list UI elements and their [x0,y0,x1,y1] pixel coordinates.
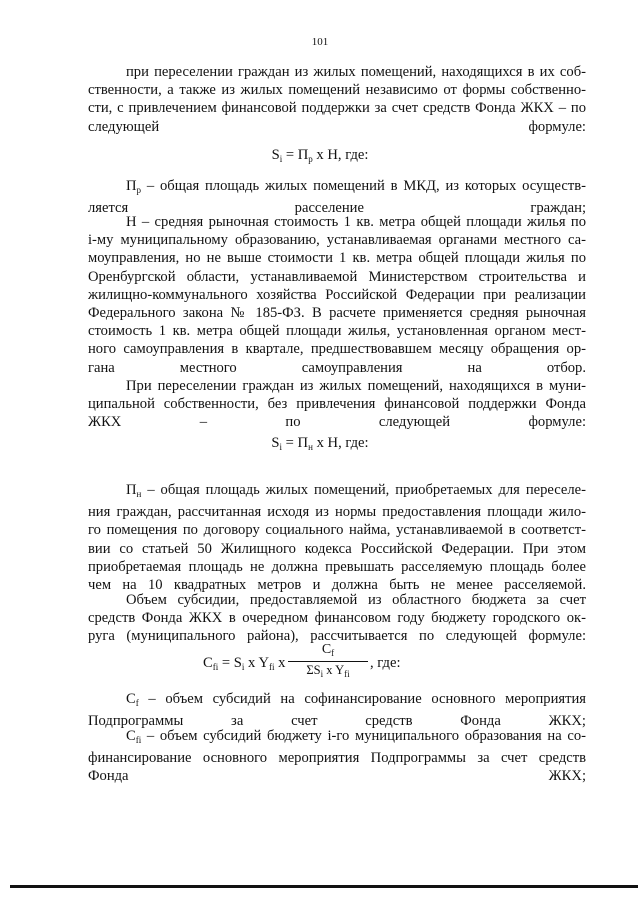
text-line: стоимость 1 кв. метра общей площади жилья, установленная органом мест- [88,323,586,340]
formula-text: x [274,655,286,671]
page-bottom-rule [10,885,638,888]
formula-si-own [0,147,640,164]
formula-subscript: f [135,698,139,708]
formula-text: x Y [323,663,345,677]
text-line: Федерального закона № 185-ФЗ. В расчете применяется средняя рыночная [88,305,586,322]
formula-subscript: fi [135,735,142,745]
text-line: Объем субсидии, предоставляемой из областного бюджета за счет [126,592,586,608]
text-line: При переселении граждан из жилых помещений, находящихся в муни- [126,378,586,394]
text-line: Подпрограммы за счет средств Фонда ЖКХ; [88,713,586,730]
text-line: жилищно-коммунального хозяйства Российской Федерации при реализации [88,286,586,303]
fraction-bar [288,661,368,662]
text-line [88,481,586,503]
symbol: П [126,482,137,498]
text-line [88,690,586,712]
definition-text: – объем субсидий бюджету i-го муниципального образования на со- [141,728,586,744]
text-line: вии со статьей 50 Жилищного кодекса Российской Федерации. При этом [88,540,586,557]
text-line: Н – средняя рыночная стоимость 1 кв. метра общей площади жилья по [126,214,586,230]
symbol: П [126,178,137,194]
formula-subscript: f [331,648,335,658]
text-line: руга (муниципального района), рассчитывается по следующей формуле: [88,628,586,645]
text-line: ляется расселение граждан; [88,200,586,217]
formula-subscript: fi [269,662,275,672]
text-line: моуправления, но не выше стоимости 1 кв. метра общей площади жилья по [88,250,586,267]
formula-fraction [286,642,370,686]
text-line [88,177,586,199]
formula-text: x Н, где: [312,435,369,451]
text-line: ЖКХ – по следующей формуле: [88,414,586,431]
formula-subscript: i [279,442,283,452]
formula-subscript: р [136,185,142,195]
formula-subscript: fi [344,669,350,679]
formula-subscript: н [308,442,313,452]
formula-subscript: н [136,489,142,499]
text-line: следующей формуле: [88,118,586,135]
text-line: ципальной собственности, без привлечения финансовой поддержки Фонда [88,396,586,413]
definition-cf [88,690,586,730]
formula-text: x Н, где: [312,147,369,163]
formula-text: C [321,642,332,657]
text-line: приобретаемая площадь не должна превышать расселяемую площадь более [88,558,586,575]
formula-text: x Y [244,655,269,671]
paragraph-subsidy-volume [88,591,586,646]
formula-subscript: i [241,662,245,672]
text-line: гана местного самоуправления на отбор. [88,359,586,376]
formula-si-municipal [0,435,640,452]
formula-text: ΣS [306,663,321,677]
formula-text: C [203,655,213,671]
formula-lhs [203,655,285,672]
formula-text: = П [282,435,309,451]
formula-text: S [271,435,280,451]
symbol: C [126,691,136,707]
text-line: ного самоуправления в квартале, предшествовавшем месяцу обращения ор- [88,341,586,358]
text-line: сти, с привлечением финансовой поддержки за счет средств Фонда ЖКХ – по [88,100,586,117]
text-line: средств Фонда ЖКХ в очередном финансовом году бюджету городского ок- [88,610,586,627]
paragraph-resettlement-own [88,63,586,136]
text-line: Фонда ЖКХ; [88,768,586,785]
definition-n [88,213,586,377]
text-line: i-му муниципальному образованию, устанавливаемая органами местного са- [88,232,586,249]
definition-pn [88,481,586,594]
definition-text: – объем субсидий на софинансирование основного мероприятия [138,691,586,707]
formula-subscript: i [320,669,324,679]
text-line [88,727,586,749]
formula-subscript: р [308,154,313,164]
formula-cfi [0,640,640,690]
text-line: чем на 10 квадратных метров и должна быть не менее расселяемой. [88,577,586,594]
formula-text: = S [218,655,242,671]
text-line: при переселении граждан из жилых помещений, находящихся в их соб- [126,64,586,80]
formula-subscript: fi [212,662,219,672]
paragraph-resettlement-municipal [88,377,586,432]
definition-cfi [88,727,586,786]
text-line: Оренбургской области, устанавливаемой Министерством строительства и [88,268,586,285]
definition-text: – общая площадь жилых помещений, приобретаемых для переселе- [141,482,586,498]
formula-text: S [271,147,280,163]
fraction-numerator [286,642,370,658]
text-line: ния граждан, рассчитанная исходя из нормы предоставления площади жило- [88,504,586,521]
fraction-denominator [286,663,370,679]
page-number: 101 [311,36,329,48]
symbol: C [126,728,136,744]
formula-tail: , где: [370,655,401,671]
definition-text: – общая площадь жилых помещений в МКД, из которых осуществ- [141,178,586,194]
definition-pr [88,177,586,217]
text-line: ственности, а также из жилых помещений независимо от формы собственно- [88,82,586,99]
text-line: го помещения по договору социального найма, устанавливаемой в соответст- [88,522,586,539]
formula-text: = П [282,147,309,163]
text-line: финансирование основного мероприятия Подпрограммы за счет средств [88,750,586,767]
formula-subscript: i [279,154,283,164]
